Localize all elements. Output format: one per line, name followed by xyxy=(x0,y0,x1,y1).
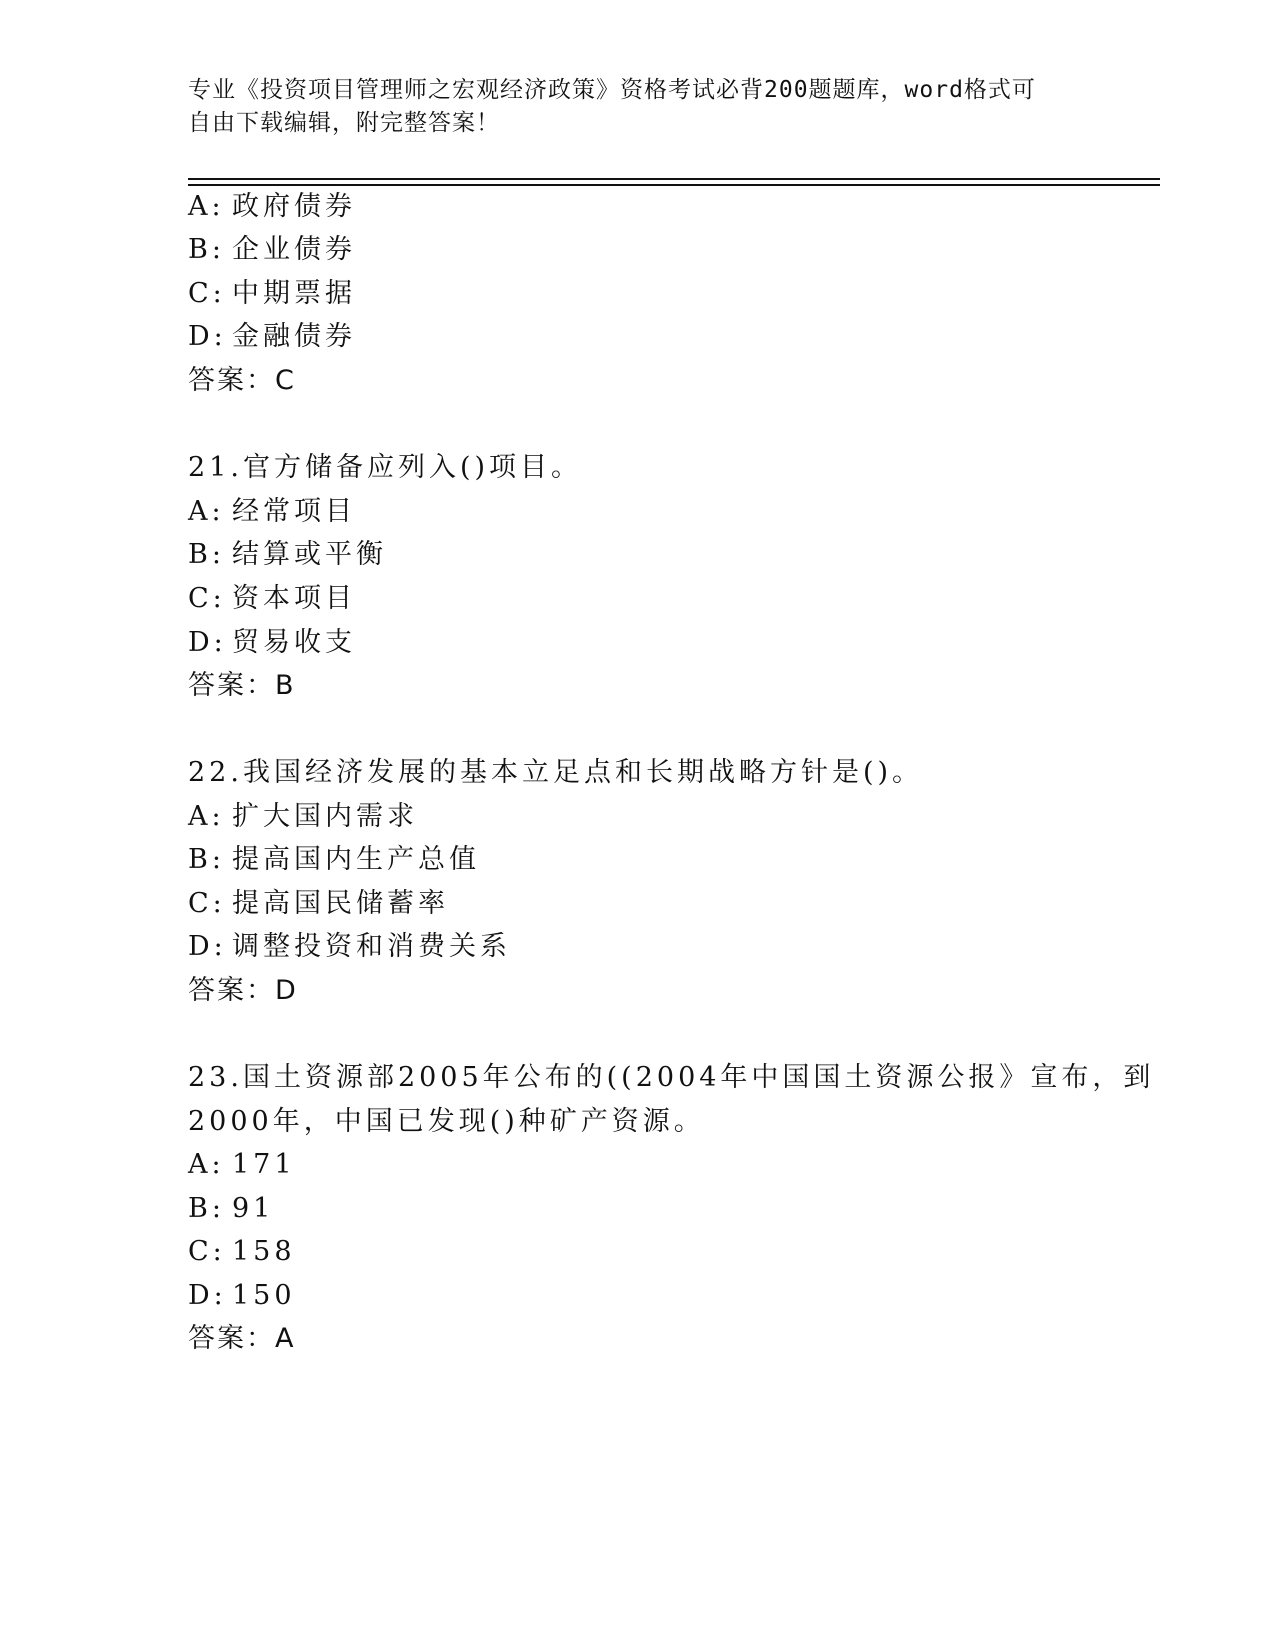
q22-option-a xyxy=(188,800,418,834)
q23-question-line-2: 2000年，中国已发现()种矿产资源。 xyxy=(188,1106,705,1137)
option-text: 91 xyxy=(232,1193,275,1224)
q23-question-line-1: 23.国土资源部2005年公布的((2004年中国国土资源公报》宣布，到 xyxy=(188,1062,1155,1093)
q23-option-a xyxy=(188,1148,296,1182)
option-key: D: xyxy=(188,627,227,658)
q22-option-d xyxy=(188,930,511,964)
option-key: A: xyxy=(188,801,225,832)
option-key: B: xyxy=(188,1193,225,1224)
option-text: 中期票据 xyxy=(232,278,356,309)
option-text: 结算或平衡 xyxy=(232,539,387,570)
q20-option-d xyxy=(188,320,356,354)
option-text: 扩大国内需求 xyxy=(232,801,418,832)
q21-option-c xyxy=(188,582,356,616)
q23-option-c xyxy=(188,1235,296,1269)
header-divider-bottom xyxy=(188,184,1160,186)
option-text: 资本项目 xyxy=(232,583,356,614)
option-text: 171 xyxy=(232,1149,296,1180)
option-key: D: xyxy=(188,931,227,962)
q23-option-d xyxy=(188,1279,296,1313)
option-key: A: xyxy=(188,191,225,222)
option-text: 政府债券 xyxy=(232,191,356,222)
q20-option-a xyxy=(188,190,356,224)
option-key: A: xyxy=(188,1149,225,1180)
q23-option-b xyxy=(188,1192,274,1226)
option-text: 经常项目 xyxy=(232,496,356,527)
option-text: 158 xyxy=(232,1236,296,1267)
q20-option-b xyxy=(188,233,356,267)
q22-answer: 答案：D xyxy=(188,975,298,1006)
option-key: C: xyxy=(188,888,226,919)
option-key: C: xyxy=(188,1236,226,1267)
option-key: C: xyxy=(188,278,226,309)
option-text: 企业债券 xyxy=(232,234,356,265)
option-key: B: xyxy=(188,234,225,265)
header-divider-top xyxy=(188,178,1160,180)
q21-answer: 答案：B xyxy=(188,670,296,701)
option-text: 调整投资和消费关系 xyxy=(232,931,511,962)
option-text: 提高国民储蓄率 xyxy=(232,888,449,919)
header-line-2: 自由下载编辑，附完整答案！ xyxy=(188,110,500,136)
q21-option-d xyxy=(188,626,356,660)
option-key: D: xyxy=(188,1280,227,1311)
q22-option-b xyxy=(188,843,480,877)
q22-question: 22.我国经济发展的基本立足点和长期战略方针是()。 xyxy=(188,757,924,788)
option-key: A: xyxy=(188,496,225,527)
q20-option-c xyxy=(188,277,356,311)
option-text: 贸易收支 xyxy=(232,627,356,658)
q23-answer: 答案：A xyxy=(188,1323,296,1354)
option-text: 150 xyxy=(232,1280,296,1311)
q22-option-c xyxy=(188,887,449,921)
q21-option-b xyxy=(188,538,387,572)
q21-option-a xyxy=(188,495,356,529)
option-text: 提高国内生产总值 xyxy=(232,844,480,875)
header-line-1: 专业《投资项目管理师之宏观经济政策》资格考试必背200题题库，word格式可 xyxy=(188,77,1036,103)
option-text: 金融债券 xyxy=(232,321,356,352)
option-key: D: xyxy=(188,321,227,352)
option-key: C: xyxy=(188,583,226,614)
q21-question: 21.官方储备应列入()项目。 xyxy=(188,452,583,483)
q20-answer: 答案：C xyxy=(188,365,296,396)
option-key: B: xyxy=(188,844,225,875)
option-key: B: xyxy=(188,539,225,570)
document-header xyxy=(188,74,1088,140)
